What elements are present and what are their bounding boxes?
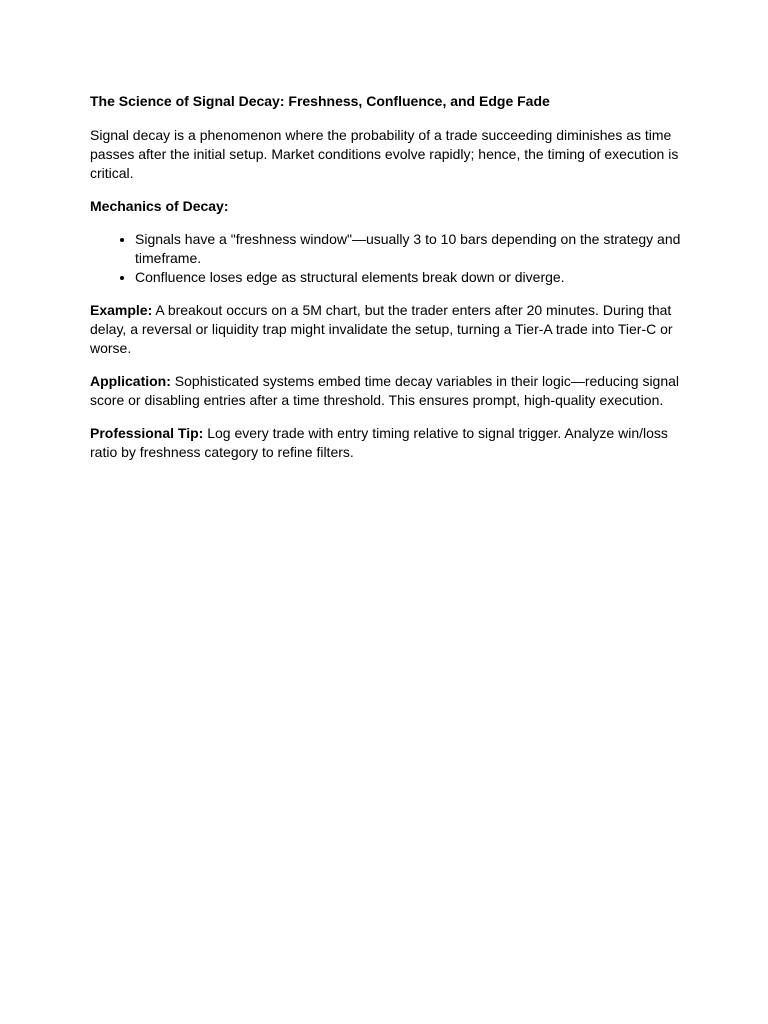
example-paragraph [90, 301, 682, 358]
professional-tip-label: Professional Tip: [90, 425, 204, 441]
list-item: • Signals have a "freshness window"—usually 3 to 10 bars depending on the strategy and timeframe. [135, 230, 682, 268]
professional-tip-text: Log every trade with entry timing relative to signal trigger. Analyze win/loss ratio by freshness category to refine filters. [90, 425, 668, 460]
document-title: The Science of Signal Decay: Freshness, Confluence, and Edge Fade [90, 93, 550, 109]
list-item: • Confluence loses edge as structural elements break down or diverge. [135, 268, 682, 287]
document-page [90, 92, 682, 476]
application-label: Application: [90, 373, 171, 389]
application-text: Sophisticated systems embed time decay variables in their logic—reducing signal score or disabling entries after a time threshold. This ensures prompt, high-quality execution. [90, 373, 680, 408]
mechanics-list [90, 230, 682, 287]
application-paragraph [90, 372, 682, 410]
mechanics-heading: Mechanics of Decay: [90, 198, 229, 214]
professional-tip-paragraph [90, 424, 682, 462]
example-label: Example: [90, 302, 153, 318]
intro-paragraph: Signal decay is a phenomenon where the probability of a trade succeeding diminishes as time passes after the initial setup. Market conditions evolve rapidly; hence, the timing of execution is critical. [90, 127, 679, 181]
example-text: A breakout occurs on a 5M chart, but the trader enters after 20 minutes. During that delay, a reversal or liquidity trap might invalidate the setup, turning a Tier-A trade into Tier-C or worse. [90, 302, 673, 356]
